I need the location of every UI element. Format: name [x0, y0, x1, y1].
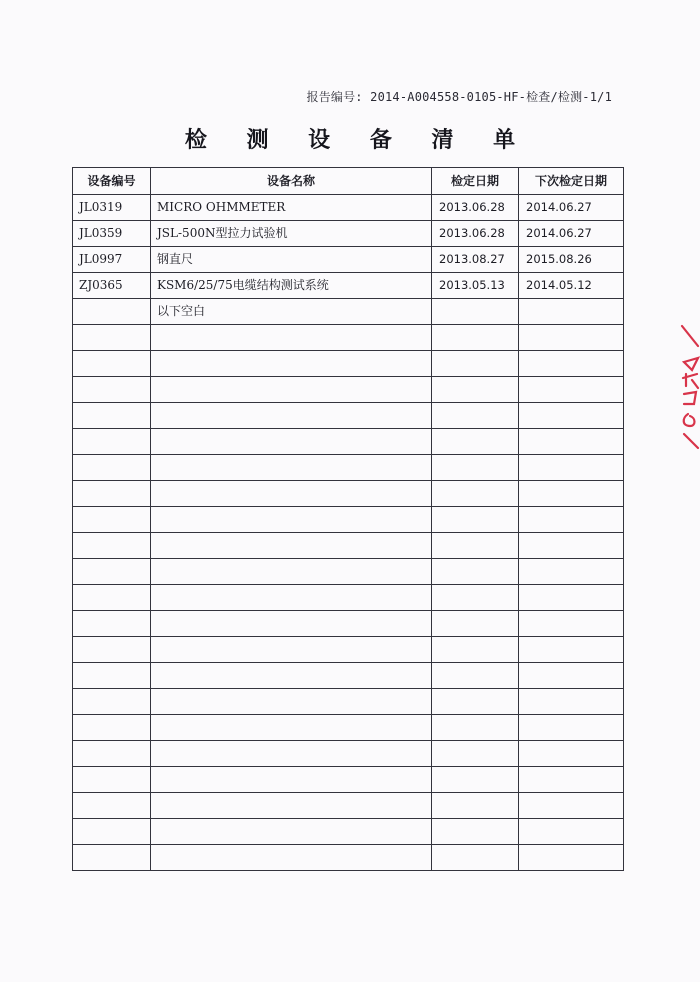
table-row [73, 195, 624, 221]
cell-equipment-code [73, 689, 151, 715]
cell-equipment-name [151, 481, 432, 507]
table-row [73, 663, 624, 689]
cell-equipment-code: ZJ0365 [73, 273, 151, 299]
cell-equipment-code [73, 299, 151, 325]
cell-next-calibration-date [519, 819, 624, 845]
header-equipment-code: 设备编号 [73, 168, 151, 195]
cell-equipment-code [73, 351, 151, 377]
cell-equipment-name [151, 715, 432, 741]
cell-equipment-name [151, 377, 432, 403]
table-row [73, 767, 624, 793]
table-row [73, 585, 624, 611]
table-row [73, 533, 624, 559]
cell-next-calibration-date [519, 377, 624, 403]
cell-next-calibration-date [519, 299, 624, 325]
cell-calibration-date [432, 351, 519, 377]
table-row [73, 559, 624, 585]
cell-equipment-name [151, 793, 432, 819]
cell-next-calibration-date [519, 689, 624, 715]
cell-calibration-date [432, 663, 519, 689]
cell-next-calibration-date [519, 585, 624, 611]
cell-calibration-date [432, 481, 519, 507]
cell-equipment-name [151, 585, 432, 611]
cell-equipment-code [73, 507, 151, 533]
cell-equipment-code [73, 793, 151, 819]
table-row [73, 299, 624, 325]
cell-equipment-code [73, 455, 151, 481]
cell-equipment-name [151, 403, 432, 429]
cell-equipment-code [73, 325, 151, 351]
cell-equipment-code [73, 533, 151, 559]
table-row [73, 325, 624, 351]
cell-next-calibration-date [519, 481, 624, 507]
cell-equipment-code [73, 559, 151, 585]
table-row [73, 741, 624, 767]
cell-equipment-code [73, 663, 151, 689]
cell-next-calibration-date [519, 325, 624, 351]
cell-equipment-code [73, 429, 151, 455]
header-calibration-date: 检定日期 [432, 168, 519, 195]
table-row [73, 351, 624, 377]
header-equipment-name: 设备名称 [151, 168, 432, 195]
cell-calibration-date [432, 585, 519, 611]
cell-equipment-name: 钢直尺 [151, 247, 432, 273]
cell-equipment-code [73, 611, 151, 637]
cell-next-calibration-date [519, 559, 624, 585]
page-title: 检 测 设 备 清 单 [184, 128, 532, 153]
cell-calibration-date [432, 741, 519, 767]
table-header-row [73, 168, 624, 195]
cell-next-calibration-date [519, 351, 624, 377]
cell-equipment-name [151, 533, 432, 559]
cell-equipment-code [73, 585, 151, 611]
cell-calibration-date: 2013.05.13 [432, 273, 519, 299]
cell-equipment-code [73, 637, 151, 663]
cell-calibration-date [432, 637, 519, 663]
cell-equipment-name [151, 637, 432, 663]
table-row [73, 403, 624, 429]
cell-calibration-date [432, 845, 519, 871]
cell-calibration-date: 2013.06.28 [432, 195, 519, 221]
header-next-calibration-date: 下次检定日期 [519, 168, 624, 195]
table-row [73, 221, 624, 247]
cell-equipment-code [73, 377, 151, 403]
cell-equipment-code [73, 819, 151, 845]
cell-calibration-date [432, 793, 519, 819]
cell-calibration-date [432, 689, 519, 715]
cell-next-calibration-date [519, 845, 624, 871]
cell-equipment-code [73, 845, 151, 871]
report-number: 报告编号: 2014-A004558-0105-HF-检查/检测-1/1 [306, 90, 612, 104]
cell-calibration-date [432, 611, 519, 637]
cell-calibration-date [432, 377, 519, 403]
cell-next-calibration-date [519, 611, 624, 637]
cell-next-calibration-date [519, 533, 624, 559]
cell-equipment-name [151, 741, 432, 767]
cell-calibration-date [432, 325, 519, 351]
cell-equipment-name [151, 611, 432, 637]
table-row [73, 793, 624, 819]
table-row [73, 455, 624, 481]
cell-next-calibration-date [519, 741, 624, 767]
cell-calibration-date [432, 507, 519, 533]
cell-equipment-name [151, 689, 432, 715]
table-row [73, 845, 624, 871]
cell-equipment-name [151, 845, 432, 871]
cell-calibration-date [432, 455, 519, 481]
cell-next-calibration-date [519, 767, 624, 793]
cell-equipment-code [73, 481, 151, 507]
cell-equipment-code: JL0997 [73, 247, 151, 273]
cell-equipment-code [73, 767, 151, 793]
cell-equipment-name: JSL-500N型拉力试验机 [151, 221, 432, 247]
table-row [73, 273, 624, 299]
cell-equipment-name: KSM6/25/75电缆结构测试系统 [151, 273, 432, 299]
table-row [73, 507, 624, 533]
cell-equipment-name [151, 559, 432, 585]
table-row [73, 637, 624, 663]
cell-equipment-name [151, 351, 432, 377]
cell-equipment-name [151, 767, 432, 793]
equipment-table [72, 167, 624, 871]
cell-calibration-date [432, 403, 519, 429]
cell-next-calibration-date [519, 793, 624, 819]
table-row [73, 247, 624, 273]
cell-next-calibration-date [519, 403, 624, 429]
cell-calibration-date [432, 559, 519, 585]
table-row [73, 715, 624, 741]
cell-next-calibration-date: 2014.05.12 [519, 273, 624, 299]
cell-equipment-name: MICRO OHMMETER [151, 195, 432, 221]
cell-equipment-name [151, 429, 432, 455]
cell-next-calibration-date [519, 429, 624, 455]
cell-next-calibration-date [519, 637, 624, 663]
table-row [73, 611, 624, 637]
cell-equipment-code [73, 741, 151, 767]
cell-next-calibration-date [519, 455, 624, 481]
cell-calibration-date [432, 767, 519, 793]
cell-equipment-name [151, 507, 432, 533]
cell-calibration-date: 2013.08.27 [432, 247, 519, 273]
cell-next-calibration-date [519, 507, 624, 533]
cell-equipment-code: JL0319 [73, 195, 151, 221]
red-seal-stamp-edge [678, 322, 700, 450]
cell-equipment-code [73, 403, 151, 429]
cell-calibration-date [432, 533, 519, 559]
cell-equipment-name [151, 325, 432, 351]
cell-equipment-name: 以下空白 [151, 299, 432, 325]
table-row [73, 377, 624, 403]
cell-equipment-code [73, 715, 151, 741]
cell-calibration-date [432, 819, 519, 845]
cell-equipment-name [151, 455, 432, 481]
cell-next-calibration-date [519, 715, 624, 741]
cell-calibration-date: 2013.06.28 [432, 221, 519, 247]
cell-calibration-date [432, 715, 519, 741]
table-row [73, 481, 624, 507]
cell-next-calibration-date: 2014.06.27 [519, 195, 624, 221]
cell-next-calibration-date: 2015.08.26 [519, 247, 624, 273]
table-row [73, 429, 624, 455]
table-row [73, 819, 624, 845]
cell-next-calibration-date [519, 663, 624, 689]
cell-calibration-date [432, 429, 519, 455]
cell-equipment-name [151, 663, 432, 689]
cell-next-calibration-date: 2014.06.27 [519, 221, 624, 247]
cell-equipment-code: JL0359 [73, 221, 151, 247]
cell-calibration-date [432, 299, 519, 325]
table-row [73, 689, 624, 715]
cell-equipment-name [151, 819, 432, 845]
